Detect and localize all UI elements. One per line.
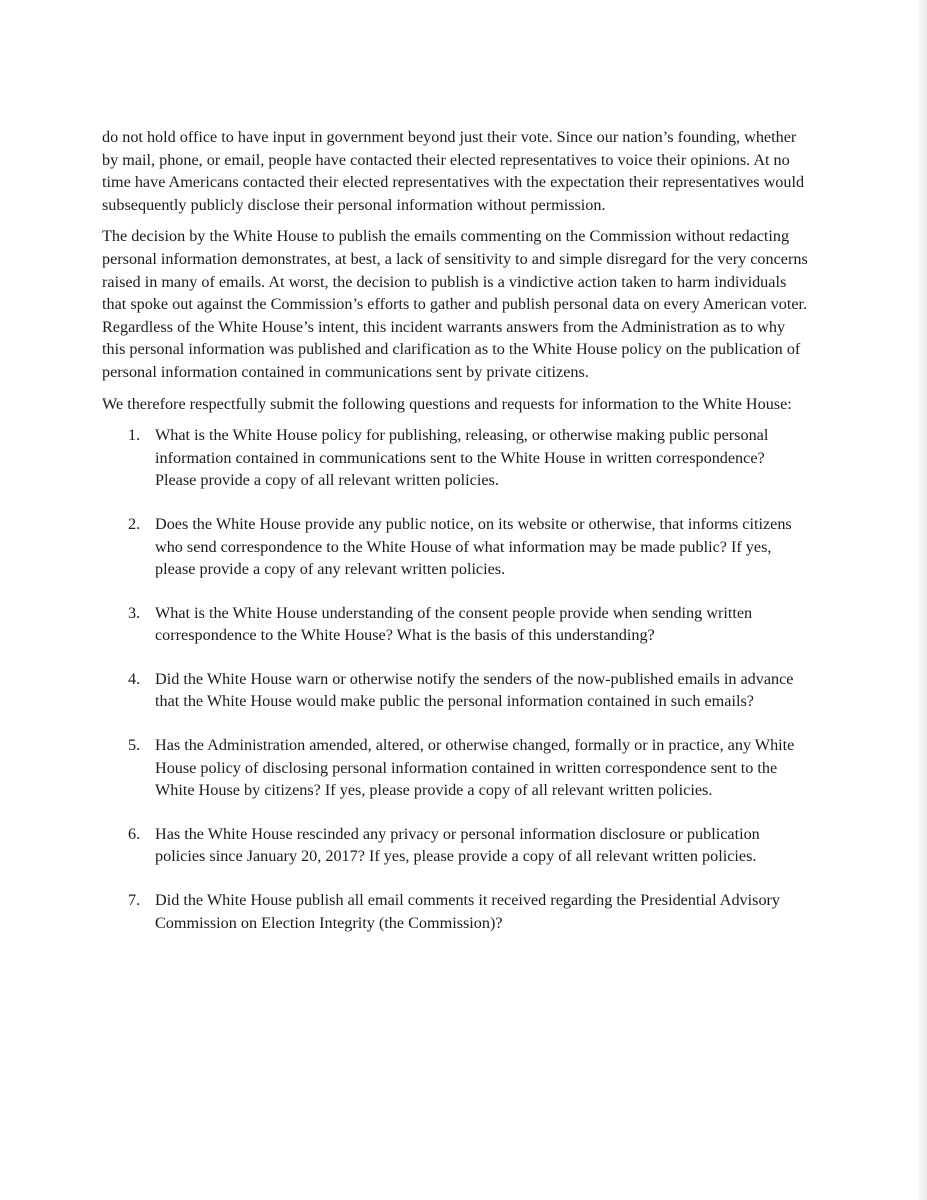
questions-list bbox=[102, 424, 810, 934]
question-item bbox=[102, 513, 810, 581]
question-item bbox=[102, 734, 810, 802]
question-number: 1. bbox=[128, 426, 141, 445]
question-text: Has the Administration amended, altered, or otherwise changed, formally or in practice, any White House policy of disclosing personal information contained in written correspondence sent to the White House by citizens? If yes, please provide a copy of all relevant written policies. bbox=[155, 736, 795, 800]
question-number: 3. bbox=[128, 603, 141, 622]
letter-body bbox=[102, 126, 810, 955]
question-number: 2. bbox=[128, 514, 141, 533]
paragraph-decision: The decision by the White House to publish the emails commenting on the Commission without redacting personal information demonstrates, at best, a lack of sensitivity to and simple disregard for the very concerns raised in many of emails. At worst, the decision to publish is a vindictive action taken to harm individuals that spoke out against the Commission’s efforts to gather and publish personal data on every American voter. Regardless of the White House’s intent, this incident warrants answers from the Administration as to why this personal information was published and clarification as to the White House policy on the publication of personal information contained in communications sent by private citizens. bbox=[102, 227, 808, 381]
question-item bbox=[102, 424, 810, 492]
question-text: What is the White House policy for publishing, releasing, or otherwise making public personal information contained in communications sent to the White House in written correspondence? Please provide a copy of all relevant written policies. bbox=[155, 426, 769, 490]
question-text: Did the White House publish all email comments it received regarding the Presidential Advisory Commission on Election Integrity (the Commission)? bbox=[155, 891, 781, 932]
question-number: 4. bbox=[128, 669, 141, 688]
question-text: Does the White House provide any public notice, on its website or otherwise, that informs citizens who send correspondence to the White House of what information may be made public? If yes, please provide a copy of any relevant written policies. bbox=[155, 514, 792, 579]
question-text: Did the White House warn or otherwise notify the senders of the now-published emails in advance that the White House would make public the personal information contained in such emails? bbox=[155, 669, 794, 711]
question-item bbox=[102, 889, 810, 934]
question-number: 7. bbox=[128, 891, 141, 910]
question-item bbox=[102, 602, 810, 647]
question-item bbox=[102, 823, 810, 868]
scan-edge-shadow bbox=[919, 0, 927, 1200]
question-item bbox=[102, 668, 810, 713]
question-text: Has the White House rescinded any privacy or personal information disclosure or publication policies since January 20, 2017? If yes, please provide a copy of all relevant written policies. bbox=[155, 824, 760, 866]
question-text: What is the White House understanding of the consent people provide when sending written correspondence to the White House? What is the basis of this understanding? bbox=[155, 603, 753, 645]
paragraph-intro-questions: We therefore respectfully submit the following questions and requests for information to the White House: bbox=[102, 394, 792, 413]
paragraph-continuation: do not hold office to have input in government beyond just their vote. Since our nation’s founding, whether by mail, phone, or email, people have contacted their elected representatives to voice their opinions. At no time have Americans contacted their elected representatives with the expectation their representatives would subsequently publicly disclose their personal information without permission. bbox=[102, 128, 805, 214]
question-number: 6. bbox=[128, 824, 141, 843]
question-number: 5. bbox=[128, 736, 141, 755]
